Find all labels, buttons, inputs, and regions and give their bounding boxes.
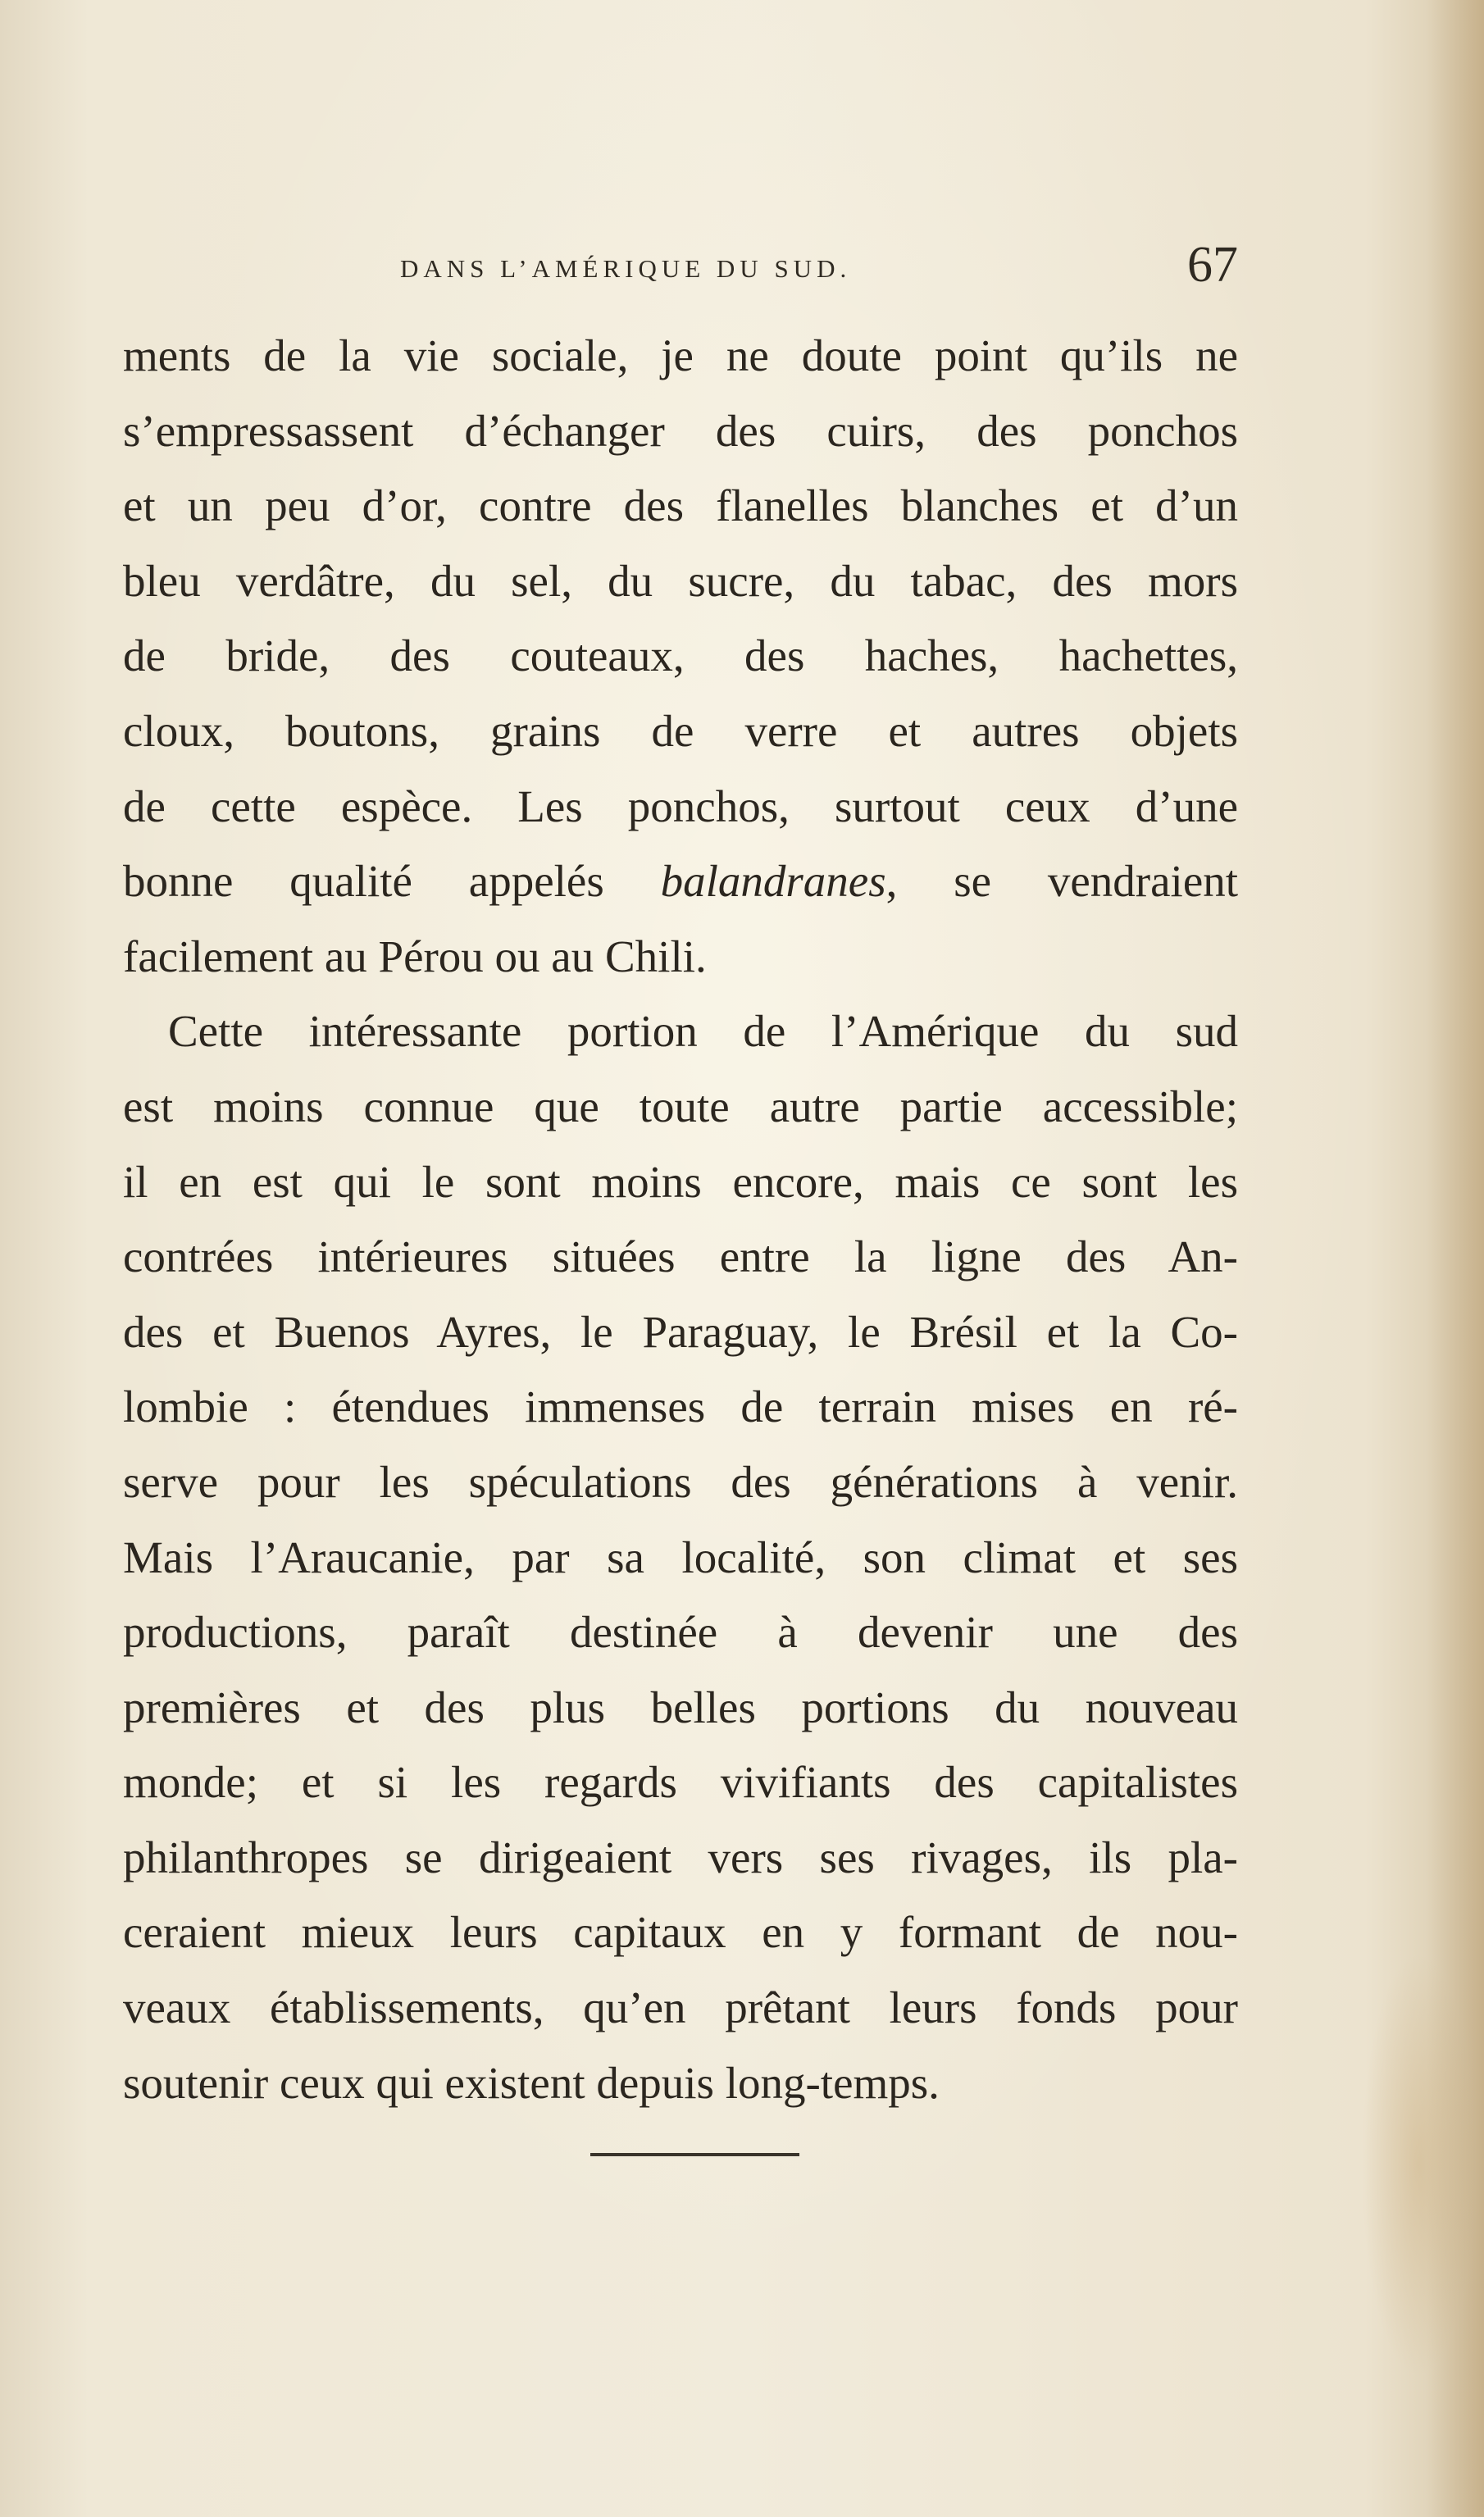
text-line: de bride, des couteaux, des haches, hachettes, <box>123 630 1238 681</box>
paper-stain <box>1361 1951 1476 2378</box>
text-line: monde; et si les regards vivifiants des capitalistes <box>123 1757 1238 1808</box>
body-text <box>123 318 1238 2120</box>
paragraph-first-line: Cette intéressante portion de l’Amérique du sud <box>168 1006 1238 1057</box>
text-line: soutenir ceux qui existent depuis long-temps. <box>123 2057 940 2108</box>
text-line: des et Buenos Ayres, le Paraguay, le Brésil et la Co- <box>123 1306 1238 1357</box>
text-line: premières et des plus belles portions du nouveau <box>123 1682 1238 1732</box>
text-line: ceraient mieux leurs capitaux en y formant de nou- <box>123 1907 1238 1958</box>
text-line: veaux établissements, qu’en prêtant leurs fonds pour <box>123 1982 1238 2033</box>
text-line: contrées intérieures situées entre la ligne des An- <box>123 1231 1238 1282</box>
running-title: DANS L’AMÉRIQUE DU SUD. <box>400 254 852 283</box>
text-line: il en est qui le sont moins encore, mais ce sont les <box>123 1156 1238 1207</box>
page-number: 67 <box>1187 237 1238 293</box>
text-line: s’empressassent d’échanger des cuirs, des ponchos <box>123 405 1238 456</box>
text-segment: , se vendraient <box>885 856 1239 907</box>
text-line: cloux, boutons, grains de verre et autres objets <box>123 705 1238 756</box>
section-divider-rule <box>590 2153 799 2156</box>
text-line: philanthropes se dirigeaient vers ses rivages, ils pla- <box>123 1832 1238 1882</box>
text-line: et un peu d’or, contre des flanelles blanches et d’un <box>123 480 1238 531</box>
italic-term: balandranes <box>660 856 886 907</box>
text-line: de cette espèce. Les ponchos, surtout ceux d’une <box>123 781 1238 831</box>
text-line: ments de la vie sociale, je ne doute point qu’ils ne <box>123 330 1238 380</box>
text-segment: bonne qualité appelés <box>123 856 604 907</box>
text-line: facilement au Pérou ou au Chili. <box>123 931 707 981</box>
text-line: serve pour les spéculations des générations à venir. <box>123 1456 1238 1507</box>
text-line: productions, paraît destinée à devenir une des <box>123 1607 1238 1658</box>
text-line-with-italic <box>123 844 1238 919</box>
running-head <box>123 236 1238 302</box>
text-line: lombie : étendues immenses de terrain mises en ré- <box>123 1381 1238 1432</box>
text-line: est moins connue que toute autre partie accessible; <box>123 1081 1238 1131</box>
text-line: bleu verdâtre, du sel, du sucre, du tabac, des mors <box>123 555 1238 606</box>
text-line: Mais l’Araucanie, par sa localité, son climat et ses <box>123 1532 1238 1582</box>
